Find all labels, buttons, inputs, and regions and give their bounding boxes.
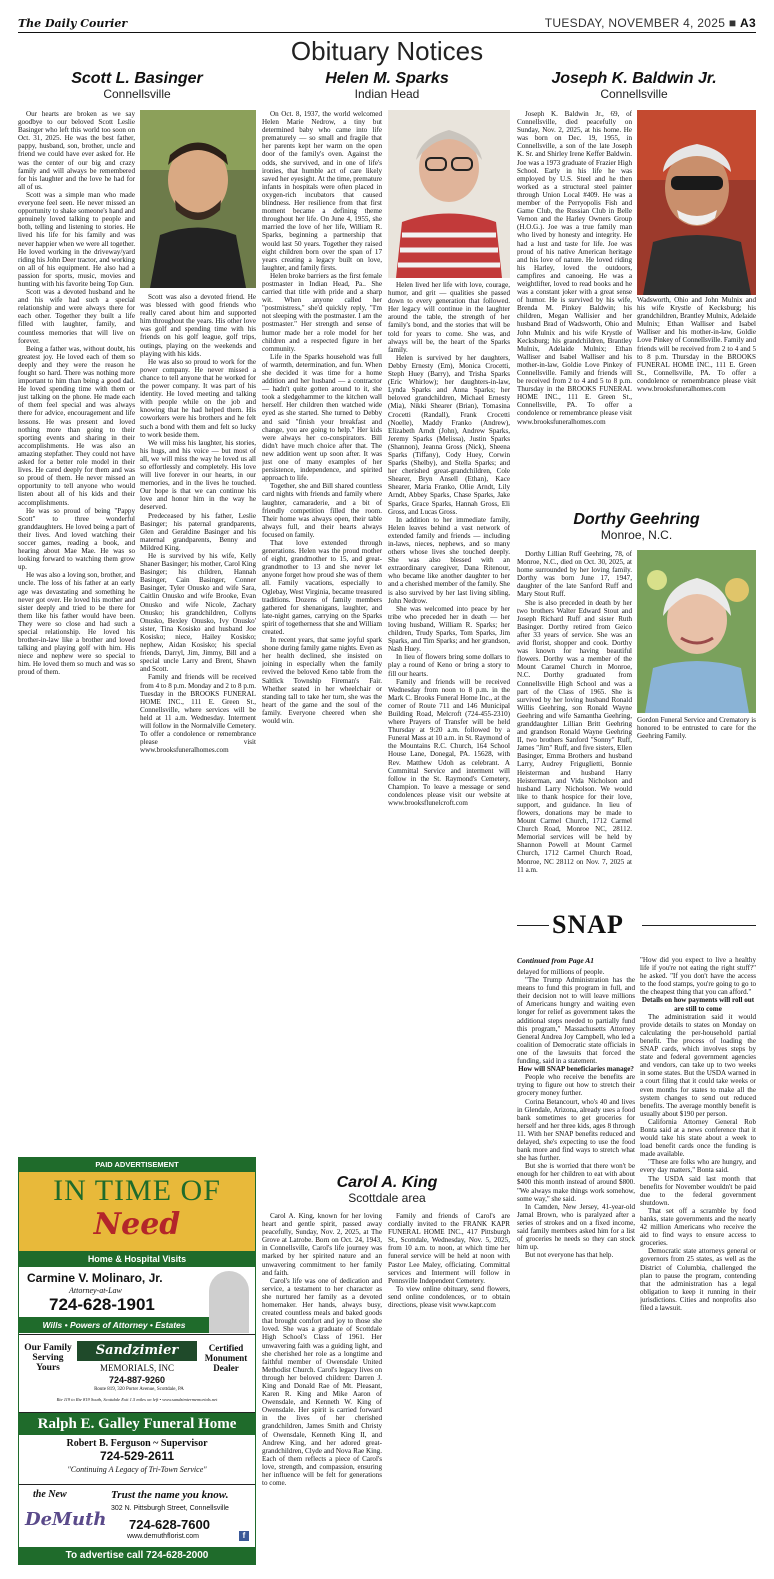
baldwin-text-col2 [637, 296, 756, 503]
snap-text-col1 [517, 968, 635, 1568]
obit-name-king: Carol A. King [336, 1174, 438, 1191]
obit-paragraph: In addition to her immediate family, Helen leaves behind a vast network of extended family and friends — including in-laws, nieces, nephews, and so many others whose lives she touched deeply. She was also blessed with an extraordinary caregiver, Dana Ritenour, who became like another daughter to her and a cherished member of the family. She is also survived by her last living sibling, John Nedrow. [388, 515, 510, 605]
obit-paragraph: To view online obituary, send flowers, send online condolences, or to obtain directions, please visit www.kapr.com [388, 1284, 510, 1310]
obit-place-king: Scottdale area [348, 1191, 426, 1205]
obit-paragraph: In Camden, New Jersey, 41-year-old Jamal Brown, who is paralyzed after a series of strokes and on a fixed income, said family members asked him for a list of groceries he needs so they can stock him up. [517, 1202, 635, 1252]
issue-date: TUESDAY, NOVEMBER 4, 2025 [544, 16, 726, 30]
obit-paragraph: California Attorney General Rob Bonta said at a news conference that it would take his state about a week to load benefit cards once the funding is made available. [640, 1117, 756, 1159]
need-text: Need [93, 1207, 181, 1242]
obit-paragraph: Family and friends will be received from 4 to 8 p.m. Monday and 2 to 8 p.m. Tuesday in the BROOKS FUNERAL HOME INC., 111 E. Green St., Connellsville, where services will be held at 11 a.m. Wednesday. Interment will follow in the Normalville Cemetery. To offer a condolence or remembrance please visit www.brooksfuneralhomes.com [140, 673, 256, 755]
obit-paragraph: In recent years, that same joyful spark shone during family game nights. Even as her health declined, she insisted on joining in especially when the family revived the beloved Keno table from the Saltlick Township Fireman's Fair. Whether seated in her wheelchair or standing tall to take her turn, she was the heart of the game and the soul of the family. Everyone cheered when she would win. [262, 636, 382, 726]
obit-name-sparks: Helen M. Sparks [325, 70, 449, 87]
in-time-of-text: IN TIME OF [53, 1174, 221, 1207]
obit-paragraph: Helen lived her life with love, courage, humor, and grit — qualities she passed down to every generation that followed. Her legacy will continue in the laughter around the table, the strength of her family's bond, and the stories that will be told for years to come. She was, and always will be, the heart of the Sparks family. [388, 281, 510, 354]
geehring-text-col1 [517, 550, 632, 905]
demuth-website: www.demuthflorist.com [127, 1533, 199, 1540]
basinger-photo [140, 110, 256, 288]
obit-paragraph: Helen is survived by her daughters, Debby Ernesty (Em), Monica Crocetti, Steph Huey (Barry), and Trisha Sparks (Eric Whirlow); her daughters-in-law, Lynda Sparks and Anna Sparks; her beloved grandchildren, Michael Ernesty (Mia), Nikki Shearer (Brian), Tomasina Crocetti (Randall), Frank Crocetti (Noelle), Maddy Franko (Andrew), Elizabeth Arndt (John), Andrew Sparks, Jeremy Sparks (Melissa), Justin Sparks (Shannon), Jeanna Gross (Nick), Sheena Sparks (Tiffany), Cody Huey, Corwin Sparks (Shelby), and Stella Sparks; and her cherished great-grandchildren, Cole Shearer, Bryn Ansell (Ethan), Kace Shearer, Maria Franko, Ollie Arndt, Lily Arndt, Abbey Sparks, Chase Sparks, Jake Sparks, Grace Sparks, Hannah Gross, Eli Gross, and Lucas Gross. [388, 353, 510, 516]
snap-text-col2 [640, 956, 756, 1568]
geehring-text-col2: Gordon Funeral Service and Crematory is honored to be entrusted to care for the Geehring Family. [637, 716, 756, 741]
obit-paragraph: Helen broke barriers as the first female postmaster in Indian Head, Pa.. She carried that title with pride and a sharp wit. When anyone called her "postmistress," she'd quickly reply, "I'm not sleeping with the postmaster. I am the postmaster." Her strength and sense of humor made her a role model for her children and a respected figure in her community. [262, 271, 382, 353]
obit-paragraph: But she is worried that there won't be enough for her children to eat with about $400 this month instead of around $800. "We always make things work somehow, some way," she said. [517, 1162, 635, 1203]
obit-paragraph: Carol's life was one of dedication and service, a testament to her character as she nurtured her family as a devoted homemaker. Her hands, always busy, created countless meals and baked goods that brought comfort and joy to those she loved. She was a graduate of Scottdale High School's Class of 1961. Her unwavering faith was a guiding light, and she cherished her role as a longtime and faithful member of Owensdale United Methodist Church. Carol's legacy lives on through her beloved children: Darren J. King and Donald Rae of Mt. Pleasant, Karen R. King and Mike Aaron of Owensdale, and Kenneth W. King of Owensdale. Her spirit is carried forward in the lives of her cherished grandchildren, James Smith and Christy of Owensdale, Kenneth King II, and Andrew King, and her adored great-grandchildren, Clyde and Nova Rae King. Each of them reflects a piece of Carol's love, strength, and compassion, ensuring her influence will be felt for generations to come. [262, 1276, 382, 1488]
molinaro-photo [209, 1271, 249, 1333]
obit-paragraph: Scott was a simple man who made everyone feel seen. He never missed an opportunity to shake someone's hand and genuinely loved talking to people and both, telling and listening to stories. He lived his life for his family and was never happier when we were all together. He loved working in the driveway/yard riding his John Deer tractor, and working on all of his equipment. He also had a passion for sports, music, movies and hunting with his favorite being Top Gun. [18, 190, 135, 288]
masthead [18, 15, 756, 33]
section-title: Obituary Notices [290, 36, 484, 66]
obit-paragraph: Scott was also a devoted friend. He was blessed with good friends who really cared about him and supported him throughout the years. His other love was golf and spending time with his friends on his golf league, golf trips, outings, playing on the weekends and playing with his kids. [140, 293, 256, 358]
obit-place-baldwin: Connellsville [600, 87, 668, 101]
sandzimier-ad [19, 1335, 255, 1413]
galley-name: Ralph E. Galley Funeral Home [19, 1413, 255, 1435]
demuth-phone: 724-628-7600 [129, 1517, 210, 1532]
page-number: A3 [740, 16, 756, 30]
obit-paragraph: Joseph K. Baldwin Jr., 69, of Connellsville, died peacefully on Sunday, Nov. 2, 2025, at his home. He was born on Dec. 19, 1955, in Connellsville, a son of the late Joseph K. Sr. and Shirley Irene Keffer Baldwin. Joe was a 1973 graduate of Frazier High School. Early in his life he was employed by U.S. Steel and he then worked as a structural steel painter through Union Local #409. He was a member of the Perryopolis Fish and Game Club, the Russian Club in Belle Vernon and the Harley Owners Group (H.O.G.). Joe was a true family man who lived by honesty and integrity. He had a lust and taste for life. Joe was proud of his native American heritage and his love of nature. He loved riding his Harley, loved the outdoors, campfires and canoeing. He was a weightlifter, loved to read books and he was a constant joker with a great sense of humor. He is survived by his wife, Brenda M. Pinkey Baldwin; his children, Megan Wallisier and her husband Brad of Wadsworth, Ohio and John Mulnix and his wife Krystle of Kecksburg; his grandchildren, Brantley Mulnix, Adelaide Mulnix; Ethan Walliser and Isabel Walliser and his mother-in-law, Goldie Love Pinkey of Connellsville. Family and friends will be received from 2 to 4 and 5 to 8 p.m. Thursday in the BROOKS FUNERAL HOME INC., 111 E. Green St., Connellsville, PA. To offer a condolence or remembrance please visit www.brooksfuneralhomes.com [517, 110, 632, 426]
sparks-text-col1 [262, 110, 382, 1162]
basinger-text-col1 [18, 110, 135, 1154]
obit-paragraph: That love extended through generations. Helen was the proud mother of eight, grandmother to 15, and great-grandmother to 13 and she never let anyone forget how proud she was of them all. Family vacations, especially to Oglebay, West Virginia, became treasured traditions. Dozens of family members gathered for shenanigans, laughter, and late-night games, carrying on the Sparks spirit of togetherness that she and William created. [262, 538, 382, 636]
demuth-brand: DeMuth [25, 1509, 107, 1530]
sandzimier-left: Our Family Serving Yours [24, 1343, 72, 1373]
home-hospital-visits: Home & Hospital Visits [19, 1251, 255, 1267]
obit-paragraph: How will SNAP beneficiaries manage? [518, 1065, 634, 1074]
obit-paragraph: He was also a loving son, brother, and uncle. The loss of his father at an early age was devastating and something he never got over. He loved his mother and sister deeply and tried to be there for them like his father would have been. They were so close and had such a special relationship. He loved his brother-in-law like a brother and loved talking and playing golf with him. His niece and nephew were so special to him. He loved them so much and was so proud of them. [18, 571, 135, 677]
obit-paragraph: He was so proud of being "Pappy Scott" to three wonderful granddaughters. He loved being a part of their lives. And loved watching their soccer games, reading a book, and hearing about Mae Mae. He was so looking forward to watching them grow up. [18, 506, 135, 572]
paid-advertisement-label: PAID ADVERTISEMENT [19, 1158, 255, 1172]
obit-paragraph: People who receive the benefits are trying to figure out how to stretch their grocery money further. [517, 1073, 635, 1098]
king-text-col1 [262, 1212, 382, 1568]
molinaro-phone: 724-628-1901 [49, 1295, 155, 1314]
geehring-photo [637, 550, 756, 713]
molinaro-ad [19, 1267, 255, 1335]
sparks-photo [388, 110, 510, 278]
obit-paragraph: Predeceased by his father, Leslie Basinger; his paternal grandparents, Glen and Geraldine Basinger and his maternal grandparents, Benny and Mildred King. [140, 511, 256, 552]
obit-paragraph: delayed for millions of people. [517, 968, 605, 976]
snap-title: SNAP [552, 910, 624, 939]
obit-place-sparks: Indian Head [354, 87, 420, 101]
obit-paragraph: Our hearts are broken as we say goodbye to our beloved Scott Leslie Basinger who left this world too soon on Oct. 31, 2025. He was the best father, pappy, husband, son, brother, uncle and friend we could have ever asked for. He was the center of our big and crazy family and will always be remembered for his laughter and the love he had for all of us. [18, 110, 135, 191]
paper-logo: The Daily Courier [18, 17, 128, 30]
obit-paragraph: Wadsworth, Ohio and John Mulnix and his wife Krystle of Kecksburg; his grandchildren, Brantley Mulnix, Adelaide Mulnix; Ethan Walliser and Isabel Walliser and his mother-in-law, Goldie Love Pinkey of Connellsville. Family and friends will be received from 2 to 4 and 5 to 8 p.m. Thursday in the BROOKS FUNERAL HOME INC., 111 E. Green St., Connellsville, PA. To offer a condolence or remembrance please visit www.brooksfuneralhomes.com [637, 296, 756, 394]
obit-paragraph: Scott was a devoted husband and he and his wife had such a special relationship and were always there for each other. Together they built a life filled with laughter, family, and countless memories that will live on forever. [18, 288, 135, 345]
obit-paragraph: That set off a scramble by food banks, state governments and the nearly 42 million Americans who receive the aid to find ways to ensure access to groceries. [640, 1206, 756, 1248]
obit-paragraph: "How did you expect to live a healthy life if you're not eating the right stuff?" he asked. "If you don't have the access to the food stamps, you're going to go to the cheapest thing that you can afford." [640, 956, 756, 997]
obit-paragraph: She is also preceded in death by her two brothers Walter Edward Stout and Joseph Richard Ruff and sister Ruth Basinger. Dorthy retired from Geico after 33 years of service. She was an avid florist, shopper and cook. Dorthy was known for having beautiful flowers. Dorthy was a member of the Mount Caramel Church in Monroe, N.C. Dorthy graduated from Connellsville High School and was a part of the Class of 1965. She is survived by her loving husband Ronald Willis Geehring, son Ronald Wayne Geehring and wife Samantha Geehring, granddaughter Lillian Britt Geehring and grandson Ronald Wayne Geehring II, two brothers Sanford "Sonny" Ruff, James "Jim" Ruff, and five sisters, Ellen Basinger, Emma Brothers and husband Larry, Audrey Friguglietti, Bonnie Heisterman and husband Harry Heisterman, and Vida Nicholson and husband Larry Nicholson. We would like to thank hospice for their love, support, and guidance. In lieu of flowers, donations may be made to Mount Carmel Church, 1712 Carmel Church Road, Monroe NC, 28112. Memorial services will be held by Shannon Powell at Mount Carmel Church, 1712 Carmel Church Road, Monroe, NC 28112 on Nov. 7, 2025 at 11 a.m. [517, 598, 632, 874]
galley-ad [19, 1413, 255, 1485]
obit-paragraph: The USDA said last month that benefits for November wouldn't be paid due to the federal government shutdown. [640, 1174, 756, 1207]
masthead-date-page: TUESDAY, NOVEMBER 4, 2025 ■ A3 [544, 16, 756, 30]
obit-paragraph: But not everyone has that help. [525, 1251, 614, 1260]
obit-paragraph: Dorthy Lillian Ruff Geehring, 78, of Monroe, N.C., died on Oct. 30, 2025, at home surrounded by her loving family. Dorthy was born June 17, 1947, daughter of the late Sanford Ruff and Mary Stout Ruff. [517, 550, 632, 599]
obit-paragraph: Family and friends of Carol's are cordially invited to the FRANK KAPR FUNERAL HOME INC., 417 Pittsburgh St., Scottdale, Wednesday, Nov. 5, 2025, from 10 a.m. to noon, at which time her funeral service will be held at noon with Pastor Lee Maley, officiating. Committal services and Interment will follow in Pennsville Independent Cemetery. [388, 1212, 510, 1285]
obit-paragraph: On Oct. 8, 1937, the world welcomed Helen Marie Nedrow, a tiny but determined baby who came into life prematurely — so small and fragile that her parents kept her warm on the open door of the family's oven. Against the odds, she survived, and in one of life's ironies, that humble act of care likely saved her eyesight. At the time, premature infants in hospitals were often placed in oxygen-rich incubators that caused blindness. Her resilience from that first moment became a defining theme throughout her life. On June 4, 1955, she married the love of her life, William R. Sparks, beginning a partnership that would last 50 years. Together they raised eight children born over the span of 17 years creating a legacy built on love, laughter, and family firsts. [262, 110, 382, 272]
baldwin-photo [637, 110, 756, 295]
advertise-call: To advertise call 724-628-2000 [19, 1547, 255, 1564]
sandzimier-sub: MEMORIALS, INC [99, 1363, 174, 1373]
obit-name-baldwin: Joseph K. Baldwin Jr. [551, 70, 717, 87]
obit-paragraph: Together, she and Bill shared countless card nights with friends and family where laughter, camaraderie, and a bit of friendly competition filled the room. Their home was always open, their table always full, and their hearts always focused on family. [262, 482, 382, 539]
in-time-of-need-banner [19, 1172, 255, 1251]
demuth-address: 302 N. Pittsburgh Street, Connellsville [111, 1505, 229, 1512]
snap-continued: Continued from Page A1 [517, 956, 595, 965]
obit-paragraph: She was welcomed into peace by her tribe who preceded her in death — her loving husband, William R. Sparks; her children, Trudy Sparks, Tom Sparks, Jim Sparks, and Tim Sparks; and her grandson, Nash Huey. [388, 604, 510, 654]
molinaro-title: Attorney-at-Law [69, 1286, 122, 1295]
snap-rule-left [517, 925, 549, 926]
obit-name-geehring: Dorthy Geehring [573, 511, 700, 528]
facebook-icon: f [239, 1531, 249, 1541]
obit-paragraph: We will miss his laughter, his stories, his hugs, and his voice — but most of all, we will miss the way he loved us all so effortlessly and completely. His love will live forever in our hearts, in our memories, and in the lives he touched. Our hope is that we can continue his love and honor him in the way he deserved. [140, 438, 256, 512]
obit-paragraph: He is survived by his wife, Kelly Shaner Basinger; his mother, Carol King Basinger; his children, Hannah Basinger, Cain Basinger, Conner Basinger, Tyler Onusko and wife Sara, Caitlin Onusko and wife Brooke, Evan Onusko and wife Nicole, Zachary Onusko; his grandchildren, Collyns Onusko, Bexley Onusko, Ivy Onusko' sister, Tina Kosisko and husband Joe Kosisko; niece, Hailey Kosisko; nephew, Aidan Kosisko; his special friends, Darryl, Jim, Jimmy, Bill and a special uncle Larry and Brent, Shawn and Scott. [140, 552, 256, 674]
snap-rule-right [642, 925, 756, 926]
sandzimier-right: Certified Monument Dealer [204, 1343, 248, 1373]
sandzimier-brand: Sandzimier [77, 1341, 197, 1361]
sandzimier-phone: 724-887-9260 [108, 1375, 166, 1385]
baldwin-text-col1 [517, 110, 632, 503]
sparks-text-col2 [388, 281, 510, 874]
obit-paragraph: Family and friends will be received Wednesday from noon to 8 p.m. in the Mark C. Brooks Funeral Home Inc., at the corner of Route 711 and 146 Municipal Building Road, Melcroft (724-455-2310) where Prayers of Transfer will be held Thursday at 9:20 a.m. followed by a Funeral Mass at 10 a.m. in St. Raymond of the Mountains R.C. Church, 164 School House Lane, Donegal, PA. 15628, with Rev. Matthew Udoh as celebrant. A Committal Service and interment will follow in the St. Raymond's Cemetery, Champion. To leave a message or send condolences please visit our website at www.brooksflunelcroft.com [388, 677, 510, 807]
obit-name-basinger: Scott L. Basinger [71, 70, 203, 87]
basinger-text-col2 [140, 293, 256, 1063]
sandzimier-directions: Rte 119 to Rte 819 South, Scottdale Exit 1.5 miles on left • www.sandzimiermemorials.net [56, 1397, 218, 1402]
obit-paragraph: Carol A. King, known for her loving heart and gentle spirit, passed away peacefully, Sunday, Nov. 2, 2025, at The Grove at Latrobe. Born on Oct. 24, 1943, in Connellsville, Carol's life journey was marked by her spirited nature and an unwavering commitment to her family and faith. [262, 1212, 382, 1277]
king-text-col2 [388, 1212, 510, 1568]
demuth-trust: Trust the name you know. [111, 1489, 229, 1501]
obit-paragraph: In lieu of flowers bring some dollars to play a round of Keno or bring a story to fill our hearts. [388, 653, 510, 678]
funeral-ad [18, 1157, 256, 1565]
demuth-new: the New [33, 1489, 67, 1500]
molinaro-name: Carmine V. Molinaro, Jr. [27, 1271, 163, 1285]
galley-phone: 724-529-2611 [99, 1449, 175, 1463]
obit-paragraph: The administration said it would provide details to states on Monday on calculating the per-household partial benefit. The process of loading the SNAP cards, which involves steps by state and federal government agencies and vendors, can take up to two weeks in some states. But the USDA warned in a court filing that it could take weeks or even months for states to make all the system changes to send out reduced benefits. The average monthly benefit is usually about $190 per person. [640, 1012, 756, 1118]
demuth-ad [19, 1485, 255, 1547]
obit-paragraph: Details on how payments will roll out are still to come [641, 996, 755, 1013]
obit-paragraph: "The Trump Administration has the means to fund this program in full, and their decision not to will leave millions of Americans hungry and waiting even longer for relief as government takes the additional steps needed to partially fund this program," Massachusetts Attorney General Andrea Joy Campbell, who led a coalition of Democratic state officials in one of the lawsuits that forced the funding, said in a statement. [517, 976, 635, 1066]
galley-supervisor: Robert B. Ferguson ~ Supervisor [66, 1438, 208, 1449]
obit-paragraph: Democratic state attorneys general or governors from 25 states, as well as the District of Columbia, challenged the plan to pause the program, contending that the administration has a legal obligation to keep it running in their jurisdictions. Cities and nonprofits also filed a lawsuit. [640, 1247, 756, 1313]
obit-paragraph: Being a father was, without doubt, his greatest joy. He loved each of them so deeply and they were the reason he fought so hard. There was nothing more important to him than being a good dad. He loved spending time with them or just talking on the phone. He made each of them feel special and was always there for advice, encouragement and life lessons. He was present and loved nothing more than going to their sporting events and sharing in their accomplishments. He was also an amazing stepfather. They could not have asked for a better role model in their lives. He cared deeply for them and was so proud of them. He never missed an opportunity to tell anyone who would listen about all of his kids and their accomplishments. [18, 344, 135, 507]
sandzimier-address: Route 819, 320 Porter Avenue, Scottdale, PA [94, 1387, 184, 1392]
obit-paragraph: Life in the Sparks household was full of warmth, determination, and fun. When she decided it was time for a home addition and her husband — a contractor — hadn't quite gotten around to it, she took a sledgehammer to the kitchen wall herself. Her children then watched wide eyed as she started. She turned to Debby and said "finish your breakfast and change, you are going to help." Her kids were always her co-conspirators. Bill didn't have much choice after that. The new addition went up soon after. It was just one of many examples of her persistence, independence, and spirited approach to life. [262, 352, 382, 483]
obit-place-basinger: Connellsville [103, 87, 171, 101]
obit-paragraph: Corina Betancourt, who's 40 and lives in Glendale, Arizona, already uses a food bank sometimes to get groceries for herself and her three kids, ages 8 through 11. With her SNAP benefits reduced and delayed, she's expecting to use the food bank more and find ways to stretch what she has further. [517, 1097, 635, 1163]
obit-paragraph: "These are folks who are hungry, and every day matters," Bonta said. [640, 1158, 756, 1175]
obit-paragraph: He was also so proud to work for the power company. He never missed a chance to tell anyone that he worked for the power company. It was part of his identity. He loved meeting and talking with people while on the job and knowing that he had helped them. His coworkers were his brothers and he felt such a bond with them and felt so lucky to work beside them. [140, 357, 256, 439]
molinaro-services: Wills • Powers of Attorney • Estates [19, 1317, 209, 1333]
galley-tagline: "Continuing A Legacy of Tri-Town Service" [67, 1465, 207, 1474]
obit-place-geehring: Monroe, N.C. [600, 528, 673, 542]
